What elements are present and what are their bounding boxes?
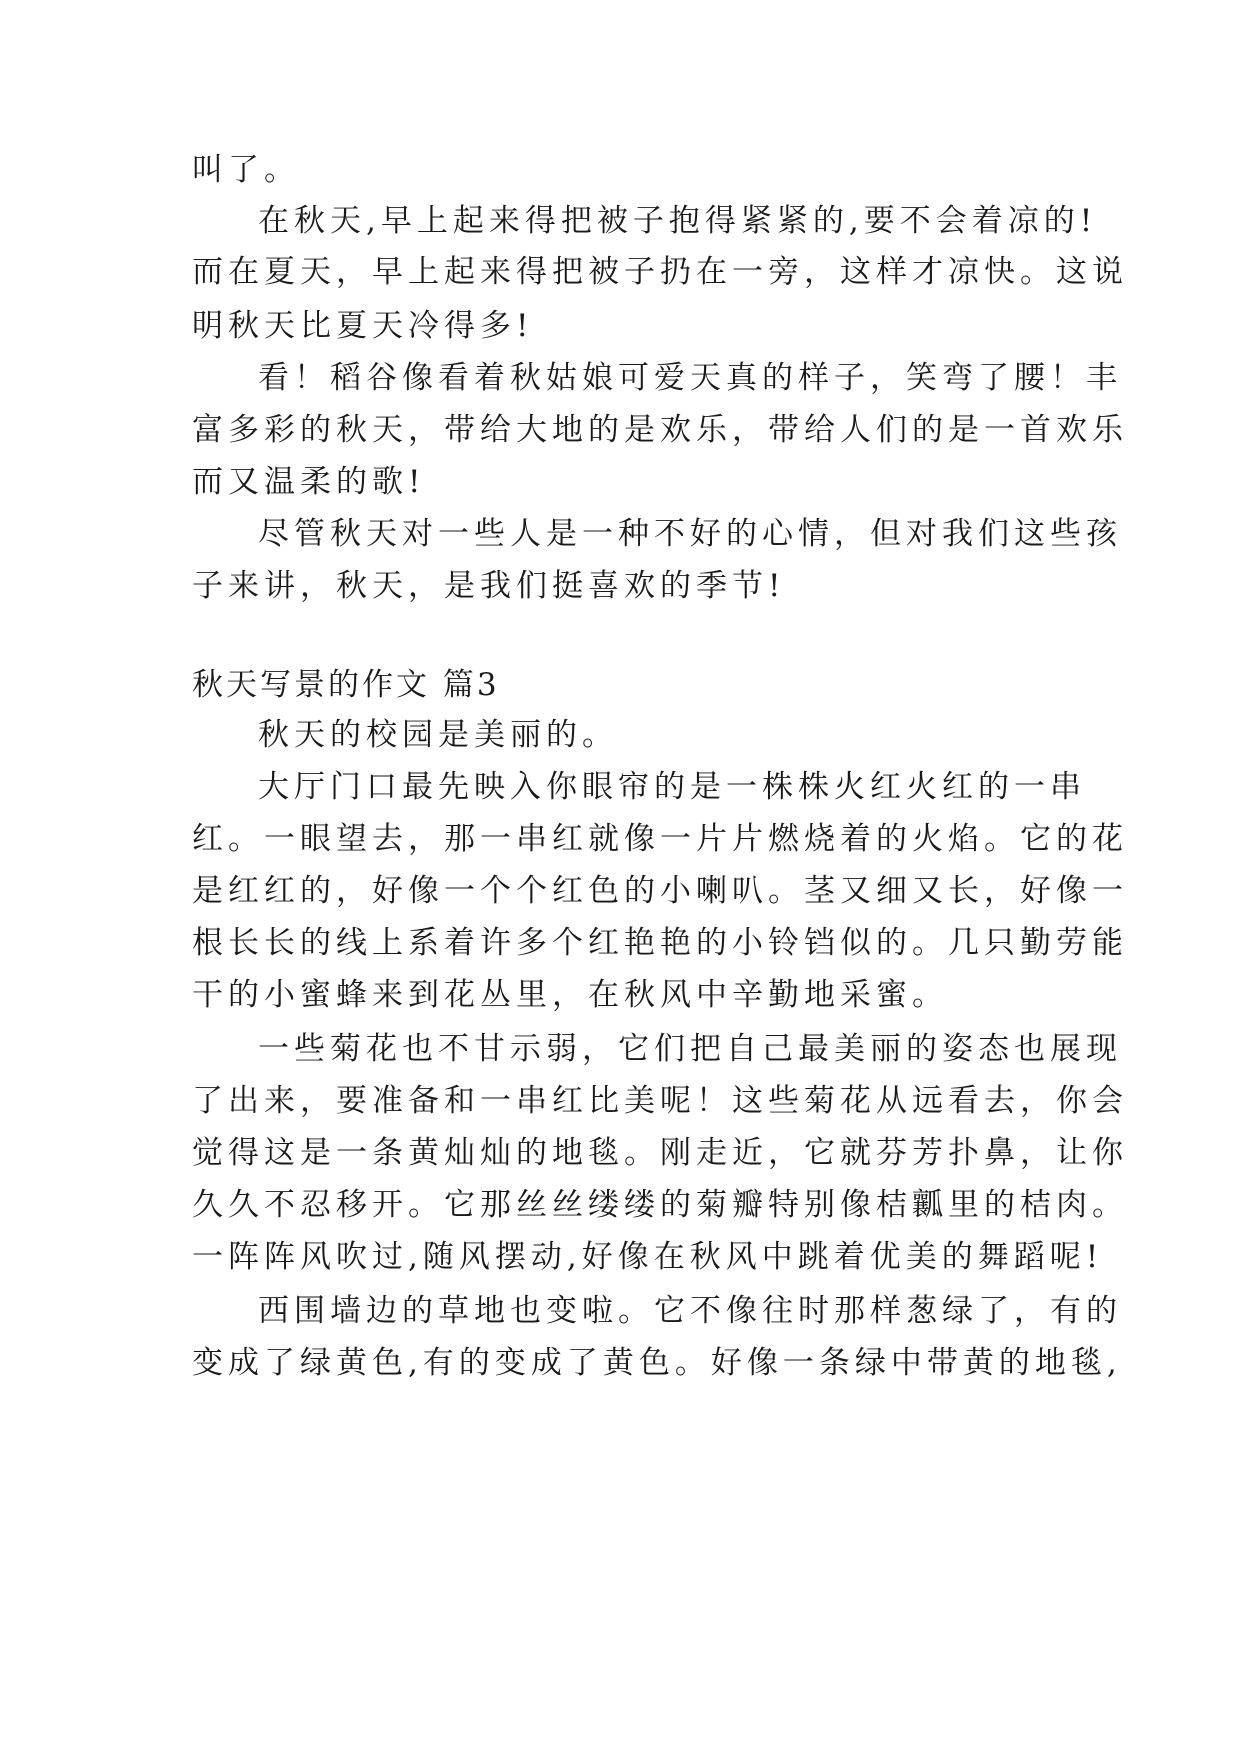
- text-line: 变成了绿黄色,有的变成了黄色。好像一条绿中带黄的地毯,: [192, 1345, 1122, 1381]
- text-line: 根长长的线上系着许多个红艳艳的小铃铛似的。几只勤劳能: [192, 925, 1128, 961]
- text-line: 明秋天比夏天冷得多!: [192, 308, 534, 344]
- text-line: 红。一眼望去，那一串红就像一片片燃烧着的火焰。它的花: [192, 821, 1128, 857]
- text-line: 子来讲，秋天，是我们挺喜欢的季节!: [192, 568, 786, 604]
- paragraph-first-line: 在秋天,早上起来得把被子抱得紧紧的,要不会着凉的!: [258, 203, 1098, 239]
- text-line: 而在夏天，早上起来得把被子扔在一旁，这样才凉快。这说: [192, 254, 1128, 290]
- text-line: 觉得这是一条黄灿灿的地毯。刚走近，它就芬芳扑鼻，让你: [192, 1135, 1128, 1171]
- text-line: 了出来，要准备和一串红比美呢！这些菊花从远看去，你会: [192, 1083, 1128, 1119]
- paragraph-first-line: 看！稻谷像看着秋姑娘可爱天真的样子，笑弯了腰！丰: [258, 360, 1122, 396]
- paragraph-first-line: 尽管秋天对一些人是一种不好的心情，但对我们这些孩: [258, 516, 1122, 552]
- text-line: 久久不忍移开。它那丝丝缕缕的菊瓣特别像桔瓤里的桔肉。: [192, 1187, 1128, 1223]
- paragraph-first-line: 一些菊花也不甘示弱，它们把自己最美丽的姿态也展现: [258, 1031, 1122, 1067]
- text-line: 叫了。: [192, 152, 300, 188]
- text-line: 而又温柔的歌!: [192, 464, 426, 500]
- text-line: 富多彩的秋天，带给大地的是欢乐，带给人们的是一首欢乐: [192, 412, 1128, 448]
- section-heading: 秋天写景的作文 篇3: [192, 667, 500, 703]
- text-line: 是红红的，好像一个个红色的小喇叭。茎又细又长，好像一: [192, 873, 1128, 909]
- text-line: 一阵阵风吹过,随风摆动,好像在秋风中跳着优美的舞蹈呢!: [192, 1239, 1104, 1275]
- paragraph-first-line: 西围墙边的草地也变啦。它不像往时那样葱绿了，有的: [258, 1293, 1122, 1329]
- paragraph-first-line: 大厅门口最先映入你眼帘的是一株株火红火红的一串: [258, 769, 1086, 805]
- paragraph-first-line: 秋天的校园是美丽的。: [258, 717, 618, 753]
- text-line: 干的小蜜蜂来到花丛里，在秋风中辛勤地采蜜。: [192, 977, 948, 1013]
